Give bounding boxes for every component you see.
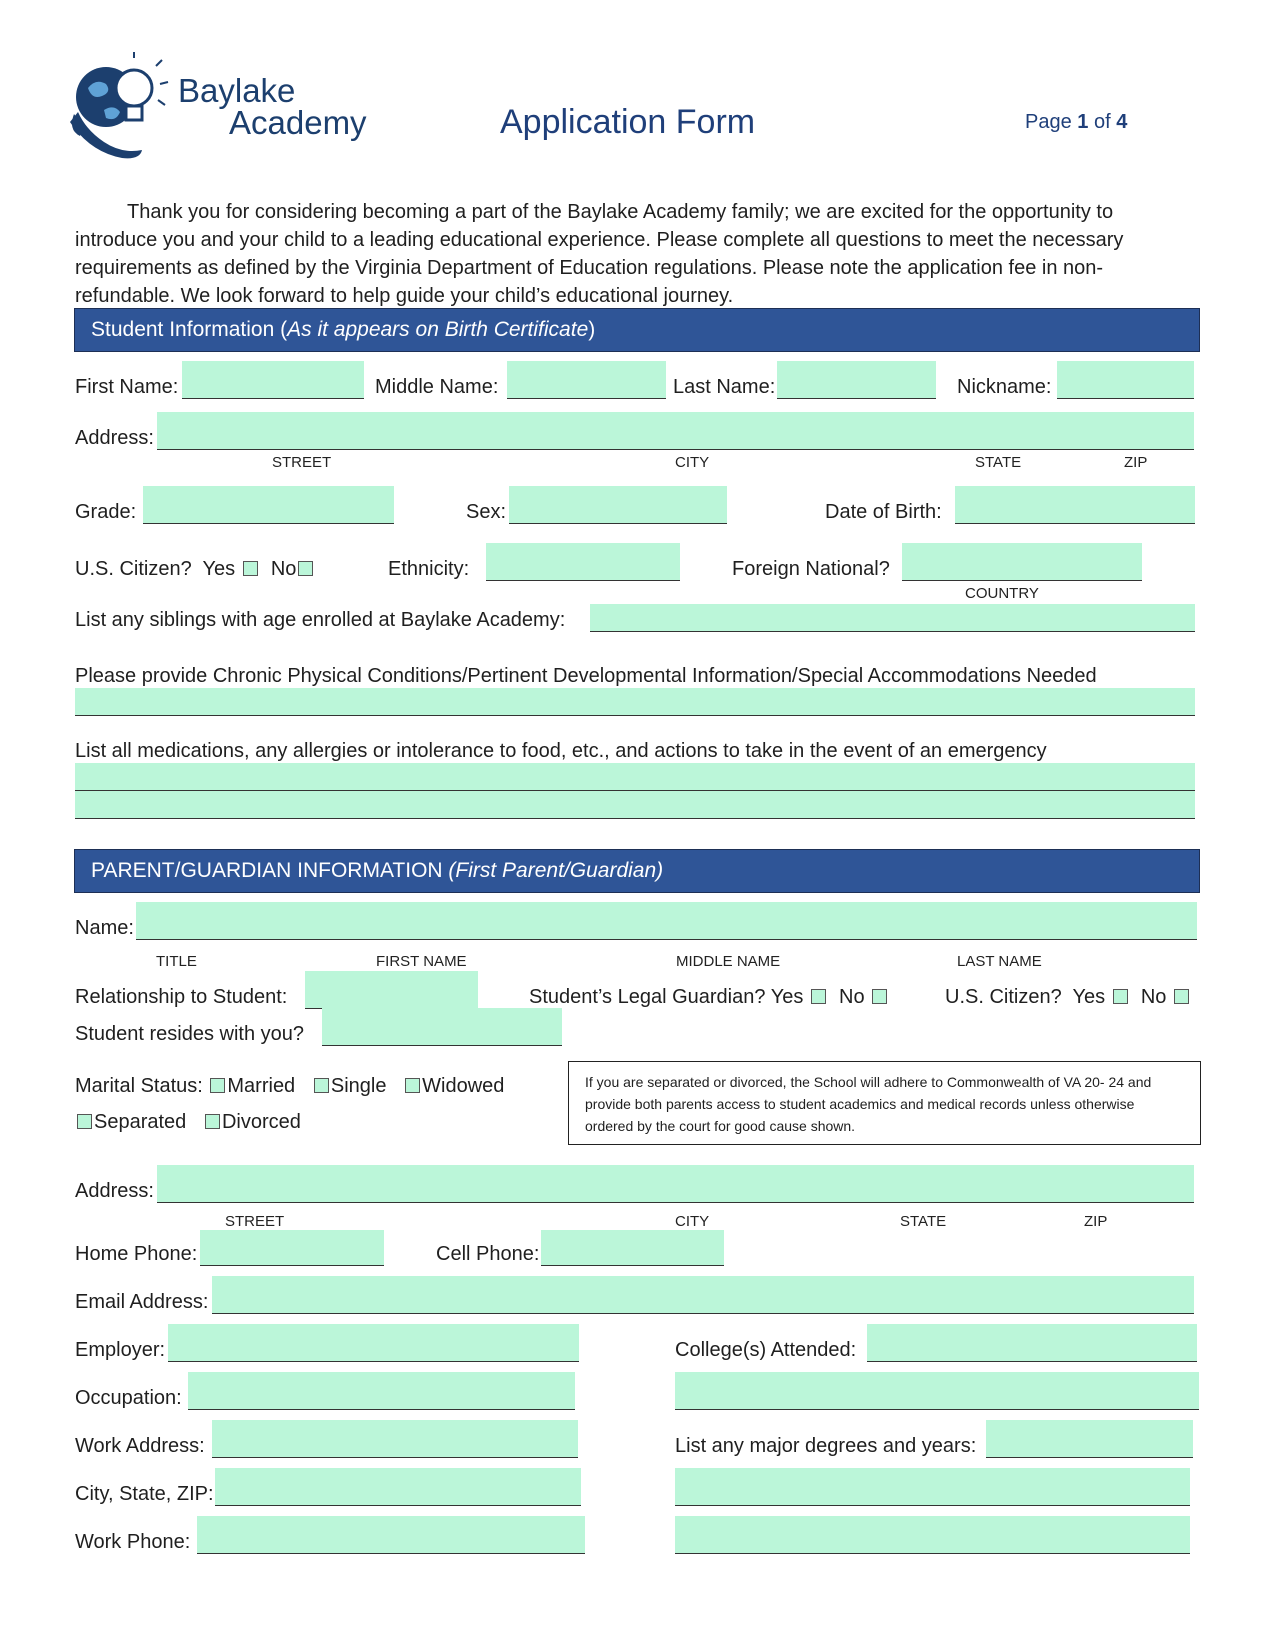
email-label: Email Address:: [75, 1291, 209, 1313]
parent-citizen-yes-label: Yes: [1072, 986, 1106, 1008]
student-citizen-row: [75, 557, 315, 581]
student-state-caption: STATE: [975, 454, 1022, 471]
conditions-field[interactable]: [75, 688, 1195, 716]
student-citizen-no-label: No: [270, 558, 297, 580]
page-indicator: [1025, 111, 1127, 134]
middle-name-label: Middle Name:: [375, 376, 499, 398]
parent-section-subtitle: (First Parent/Guardian): [448, 859, 664, 882]
siblings-field[interactable]: [590, 604, 1195, 632]
work-phone-field[interactable]: [197, 1516, 585, 1554]
foreign-national-field[interactable]: [902, 543, 1142, 581]
last-name-label: Last Name:: [673, 376, 776, 398]
parent-citizen-no-checkbox[interactable]: [1174, 989, 1189, 1004]
siblings-label: List any siblings with age enrolled at Baylake Academy:: [75, 609, 566, 631]
parent-address-field[interactable]: [157, 1165, 1194, 1203]
parent-name-field[interactable]: [136, 902, 1197, 940]
parent-citizen-yes-checkbox[interactable]: [1113, 989, 1128, 1004]
degrees-label: List any major degrees and years:: [675, 1435, 977, 1457]
page-current: 1: [1077, 111, 1089, 133]
student-address-field[interactable]: [157, 412, 1194, 450]
married-checkbox[interactable]: [210, 1078, 225, 1093]
nickname-label: Nickname:: [957, 376, 1052, 398]
student-city-caption: CITY: [675, 454, 710, 471]
ethnicity-field[interactable]: [486, 543, 680, 581]
parent-city-caption: CITY: [675, 1213, 710, 1230]
student-section-subtitle: As it appears on Birth Certificate: [287, 318, 589, 341]
student-section-title: Student Information (: [91, 318, 288, 341]
parent-state-caption: STATE: [900, 1213, 947, 1230]
conditions-label: Please provide Chronic Physical Conditions/Pertinent Developmental Information/Special Accommodations Needed: [75, 665, 1097, 687]
parent-citizen-no-label: No: [1140, 986, 1167, 1008]
relationship-field[interactable]: [305, 971, 478, 1009]
marital-row-1: [75, 1074, 504, 1098]
work-phone-label: Work Phone:: [75, 1531, 191, 1553]
middle-name-field[interactable]: [507, 361, 666, 399]
first-name-label: First Name:: [75, 376, 179, 398]
country-caption: COUNTRY: [965, 585, 1039, 602]
foreign-national-label: Foreign National?: [732, 558, 890, 580]
sex-label: Sex:: [466, 501, 507, 523]
single-label: Single: [330, 1075, 387, 1097]
student-street-caption: STREET: [272, 454, 332, 471]
home-phone-label: Home Phone:: [75, 1243, 198, 1265]
medications-field-1[interactable]: [75, 763, 1195, 791]
occupation-field[interactable]: [188, 1372, 575, 1410]
separated-label: Separated: [94, 1111, 187, 1133]
widowed-checkbox[interactable]: [405, 1078, 420, 1093]
parent-street-caption: STREET: [225, 1213, 285, 1230]
college-field-2[interactable]: [675, 1372, 1199, 1410]
student-section-close: ): [588, 318, 596, 341]
cell-phone-field[interactable]: [541, 1230, 724, 1266]
parent-title-caption: TITLE: [156, 953, 197, 970]
logo-line1: Baylake: [178, 72, 296, 109]
parent-section-header: [74, 849, 1200, 893]
divorced-label: Divorced: [221, 1111, 301, 1133]
degrees-field-3[interactable]: [675, 1516, 1190, 1554]
parent-address-label: Address:: [75, 1180, 154, 1202]
parent-citizen-row: [945, 985, 1191, 1009]
cell-phone-label: Cell Phone:: [436, 1243, 540, 1265]
single-checkbox[interactable]: [314, 1078, 329, 1093]
degrees-field-2[interactable]: [675, 1468, 1190, 1506]
page-prefix: Page: [1025, 111, 1072, 133]
work-address-field[interactable]: [212, 1420, 578, 1458]
intro-paragraph: Thank you for considering becoming a part of the Baylake Academy family; we are excited for the opportunity to introduce you and your child to a leading educational experience. Please complete all questions to meet the necessary requirements as defined by the Virginia Department of Education regulations. Please note the application fee in non-refundable. We look forward to help guide your child’s educational journey.: [75, 201, 1124, 307]
separated-checkbox[interactable]: [77, 1114, 92, 1129]
parent-citizen-label: U.S. Citizen?: [945, 986, 1062, 1008]
page-total: 4: [1116, 111, 1128, 133]
legal-guardian-no-checkbox[interactable]: [872, 989, 887, 1004]
home-phone-field[interactable]: [200, 1230, 384, 1266]
parent-first-caption: FIRST NAME: [376, 953, 467, 970]
student-address-label: Address:: [75, 427, 154, 449]
page-of: of: [1093, 111, 1111, 133]
student-citizen-yes-checkbox[interactable]: [243, 561, 258, 576]
medications-label: List all medications, any allergies or intolerance to food, etc., and actions to take in the event of an emergency: [75, 740, 1047, 762]
city-state-zip-field[interactable]: [215, 1468, 581, 1506]
marital-row-2: [75, 1110, 301, 1134]
married-label: Married: [227, 1075, 296, 1097]
resides-label: Student resides with you?: [75, 1023, 305, 1045]
legal-guardian-yes-checkbox[interactable]: [811, 989, 826, 1004]
legal-guardian-label: Student’s Legal Guardian?: [529, 986, 766, 1008]
employer-label: Employer:: [75, 1339, 166, 1361]
degrees-field[interactable]: [986, 1420, 1193, 1458]
grade-label: Grade:: [75, 501, 137, 523]
employer-field[interactable]: [168, 1324, 579, 1362]
student-zip-caption: ZIP: [1124, 454, 1148, 471]
grade-field[interactable]: [143, 486, 394, 524]
dob-label: Date of Birth:: [825, 501, 942, 523]
college-field[interactable]: [867, 1324, 1197, 1362]
ethnicity-label: Ethnicity:: [388, 558, 470, 580]
relationship-label: Relationship to Student:: [75, 986, 288, 1008]
custody-note: If you are separated or divorced, the School will adhere to Commonwealth of VA 20- 24 and provide both parents access to student academics and medical records unless otherwise ordered by the court for good cause shown.: [568, 1061, 1201, 1145]
student-section-header: [74, 308, 1200, 352]
student-citizen-no-checkbox[interactable]: [298, 561, 313, 576]
logo: [64, 52, 394, 162]
last-name-field[interactable]: [777, 361, 936, 399]
widowed-label: Widowed: [422, 1075, 505, 1097]
form-title: Application Form: [500, 103, 756, 141]
parent-middle-caption: MIDDLE NAME: [676, 953, 781, 970]
first-name-field[interactable]: [182, 361, 364, 399]
student-citizen-label: U.S. Citizen?: [75, 558, 192, 580]
email-field[interactable]: [212, 1276, 1194, 1314]
medications-field-2[interactable]: [75, 791, 1195, 819]
nickname-field[interactable]: [1057, 361, 1194, 399]
parent-zip-caption: ZIP: [1084, 1213, 1108, 1230]
marital-label: Marital Status:: [75, 1075, 203, 1097]
legal-guardian-no-label: No: [839, 986, 865, 1008]
parent-last-caption: LAST NAME: [957, 953, 1042, 970]
parent-section-title: PARENT/GUARDIAN INFORMATION: [91, 859, 449, 882]
legal-guardian-row: [529, 985, 889, 1009]
city-state-zip-label: City, State, ZIP:: [75, 1483, 214, 1505]
dob-field[interactable]: [955, 486, 1195, 524]
legal-guardian-yes-label: Yes: [770, 986, 804, 1008]
parent-name-label: Name:: [75, 917, 134, 939]
resides-field[interactable]: [322, 1008, 562, 1046]
work-address-label: Work Address:: [75, 1435, 205, 1457]
college-label: College(s) Attended:: [675, 1339, 857, 1361]
student-citizen-yes-label: Yes: [202, 558, 236, 580]
divorced-checkbox[interactable]: [205, 1114, 220, 1129]
occupation-label: Occupation:: [75, 1387, 182, 1409]
logo-line2: Academy: [229, 104, 367, 141]
sex-field[interactable]: [509, 486, 727, 524]
